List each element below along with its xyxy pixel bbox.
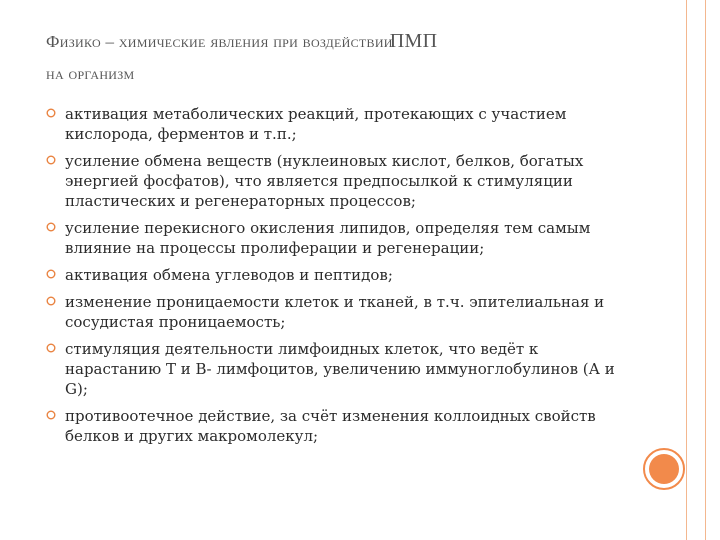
list-item [46, 339, 626, 399]
circle-bullet-icon [46, 108, 56, 118]
list-item [46, 406, 626, 446]
list-item-text: активация обмена углеводов и пептидов; [65, 266, 393, 284]
slide-title-line1 [46, 30, 646, 53]
circle-bullet-icon [46, 343, 56, 353]
circle-bullet-icon [46, 155, 56, 165]
list-item [46, 104, 626, 144]
circle-bullet-icon [46, 222, 56, 232]
slide-title-line2: на организм [46, 64, 135, 83]
list-item-text: стимуляция деятельности лимфоидных клеток, что ведёт к нарастанию Т и В- лимфоцитов, увеличению иммуноглобулинов (А и G); [65, 340, 615, 398]
circle-bullet-icon [46, 269, 56, 279]
slide-title-abbr: ПМП [389, 30, 438, 52]
list-item [46, 292, 626, 332]
list-item [46, 218, 626, 258]
slide-title-text: Физико – химические явления при воздействии [46, 32, 393, 51]
list-item-text: усиление обмена веществ (нуклеиновых кислот, белков, богатых энергией фосфатов), что является предпосылкой к стимуляции пластических и регенераторных процессов; [65, 152, 584, 210]
list-item [46, 151, 626, 211]
bullet-list [46, 104, 626, 453]
list-item-text: противоотечное действие, за счёт изменения коллоидных свойств белков и других макромолекул; [65, 407, 596, 445]
list-item-text: активация метаболических реакций, протекающих с участием кислорода, ферментов и т.п.; [65, 105, 567, 143]
decorative-frame [686, 0, 706, 540]
circle-bullet-icon [46, 296, 56, 306]
decorative-circle-icon [643, 448, 685, 490]
list-item-text: усиление перекисного окисления липидов, определяя тем самым влияние на процессы пролиферации и регенерации; [65, 219, 591, 257]
list-item [46, 265, 626, 285]
circle-bullet-icon [46, 410, 56, 420]
slide-title [46, 30, 646, 85]
list-item-text: изменение проницаемости клеток и тканей, в т.ч. эпителиальная и сосудистая проницаемость; [65, 293, 605, 331]
